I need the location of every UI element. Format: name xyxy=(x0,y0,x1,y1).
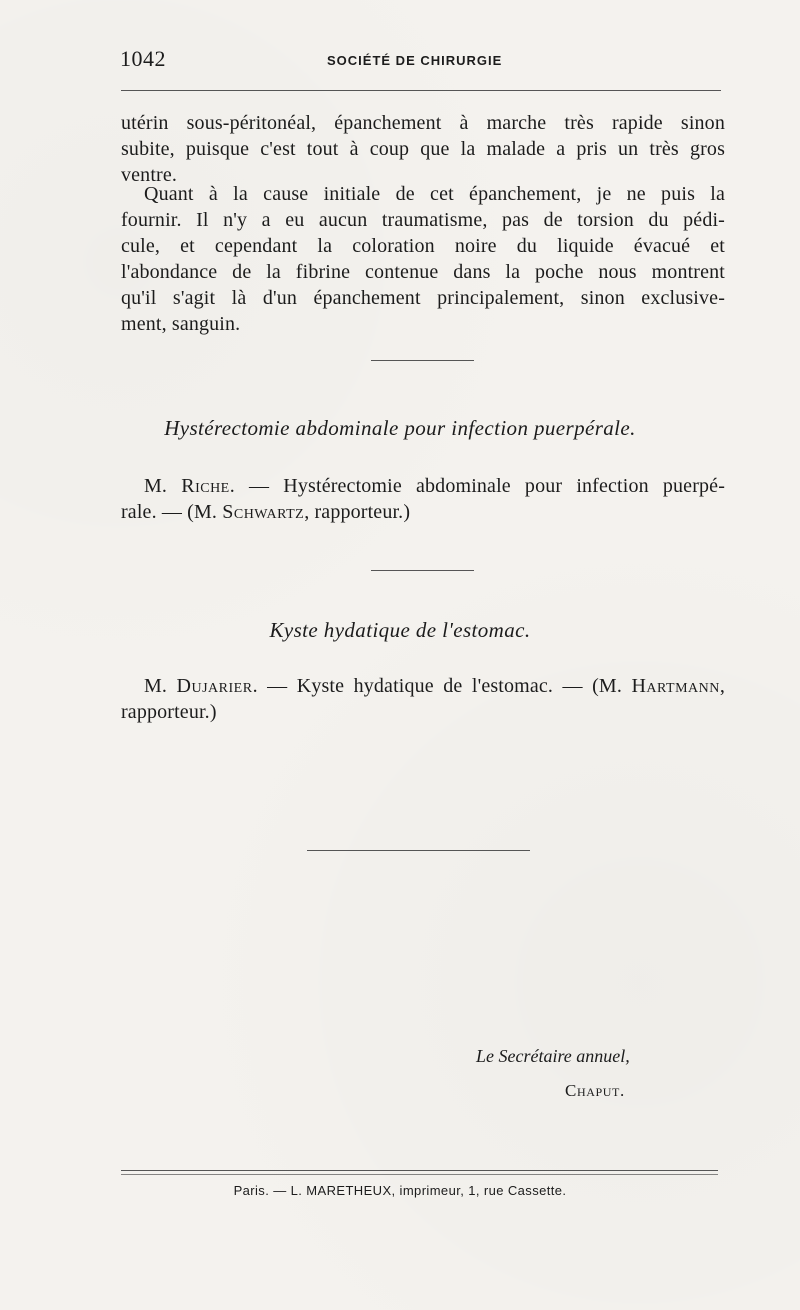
communication-text: . — Kyste hydatique de l'estomac. — (M. xyxy=(252,675,623,697)
author-name: Riche xyxy=(181,475,230,497)
communication-text: , xyxy=(719,675,725,697)
author-name: Dujarier xyxy=(176,675,253,697)
secretary-name: Chaput. xyxy=(565,1081,625,1100)
reporter-name: Schwartz xyxy=(222,501,305,523)
running-head: SOCIÉTÉ DE CHIRURGIE xyxy=(327,53,503,68)
section-title: Hystérectomie abdominale pour infection puerpérale. xyxy=(164,416,636,440)
paragraph-line: qu'il s'agit là d'un épanchement principalement, sinon exclusive- xyxy=(121,287,725,309)
communication-text: rale. — (M. xyxy=(121,501,218,523)
paragraph-line: ventre. xyxy=(121,164,178,186)
paragraph-line: l'abondance de la fibrine contenue dans la poche nous montrent xyxy=(121,261,725,283)
communication-line xyxy=(144,673,725,699)
title-prefix: M. xyxy=(144,675,168,697)
reporter-name: Hartmann xyxy=(631,675,720,697)
closing-separator xyxy=(307,850,530,851)
paragraph-line: subite, puisque c'est tout à coup que la malade a pris un très gros xyxy=(121,138,725,160)
communication-line xyxy=(121,499,725,525)
paragraph-line: utérin sous-péritonéal, épanchement à marche très rapide sinon xyxy=(121,112,725,134)
secretary-title: Le Secrétaire annuel, xyxy=(476,1046,630,1066)
section-separator xyxy=(371,360,474,361)
paragraph-line: Quant à la cause initiale de cet épanchement, je ne puis la xyxy=(144,183,725,205)
footer-rule-double xyxy=(121,1174,718,1175)
communication-line: rapporteur.) xyxy=(121,701,217,723)
communication-line xyxy=(144,473,725,499)
printer-imprint: Paris. — L. MARETHEUX, imprimeur, 1, rue Cassette. xyxy=(233,1183,567,1198)
page-number: 1042 xyxy=(120,46,166,71)
communication-text: . — Hystérectomie abdominale pour infection puerpé- xyxy=(229,475,725,497)
communication-text: , rapporteur.) xyxy=(304,501,411,523)
paragraph-line: fournir. Il n'y a eu aucun traumatisme, pas de torsion du pédi- xyxy=(121,209,725,231)
section-title: Kyste hydatique de l'estomac. xyxy=(269,618,531,642)
title-prefix: M. xyxy=(144,475,168,497)
paragraph-line: ment, sanguin. xyxy=(121,313,241,335)
header-rule xyxy=(121,90,721,91)
paragraph-line: cule, et cependant la coloration noire du liquide évacué et xyxy=(121,235,725,257)
footer-rule xyxy=(121,1170,718,1171)
section-separator xyxy=(371,570,474,571)
